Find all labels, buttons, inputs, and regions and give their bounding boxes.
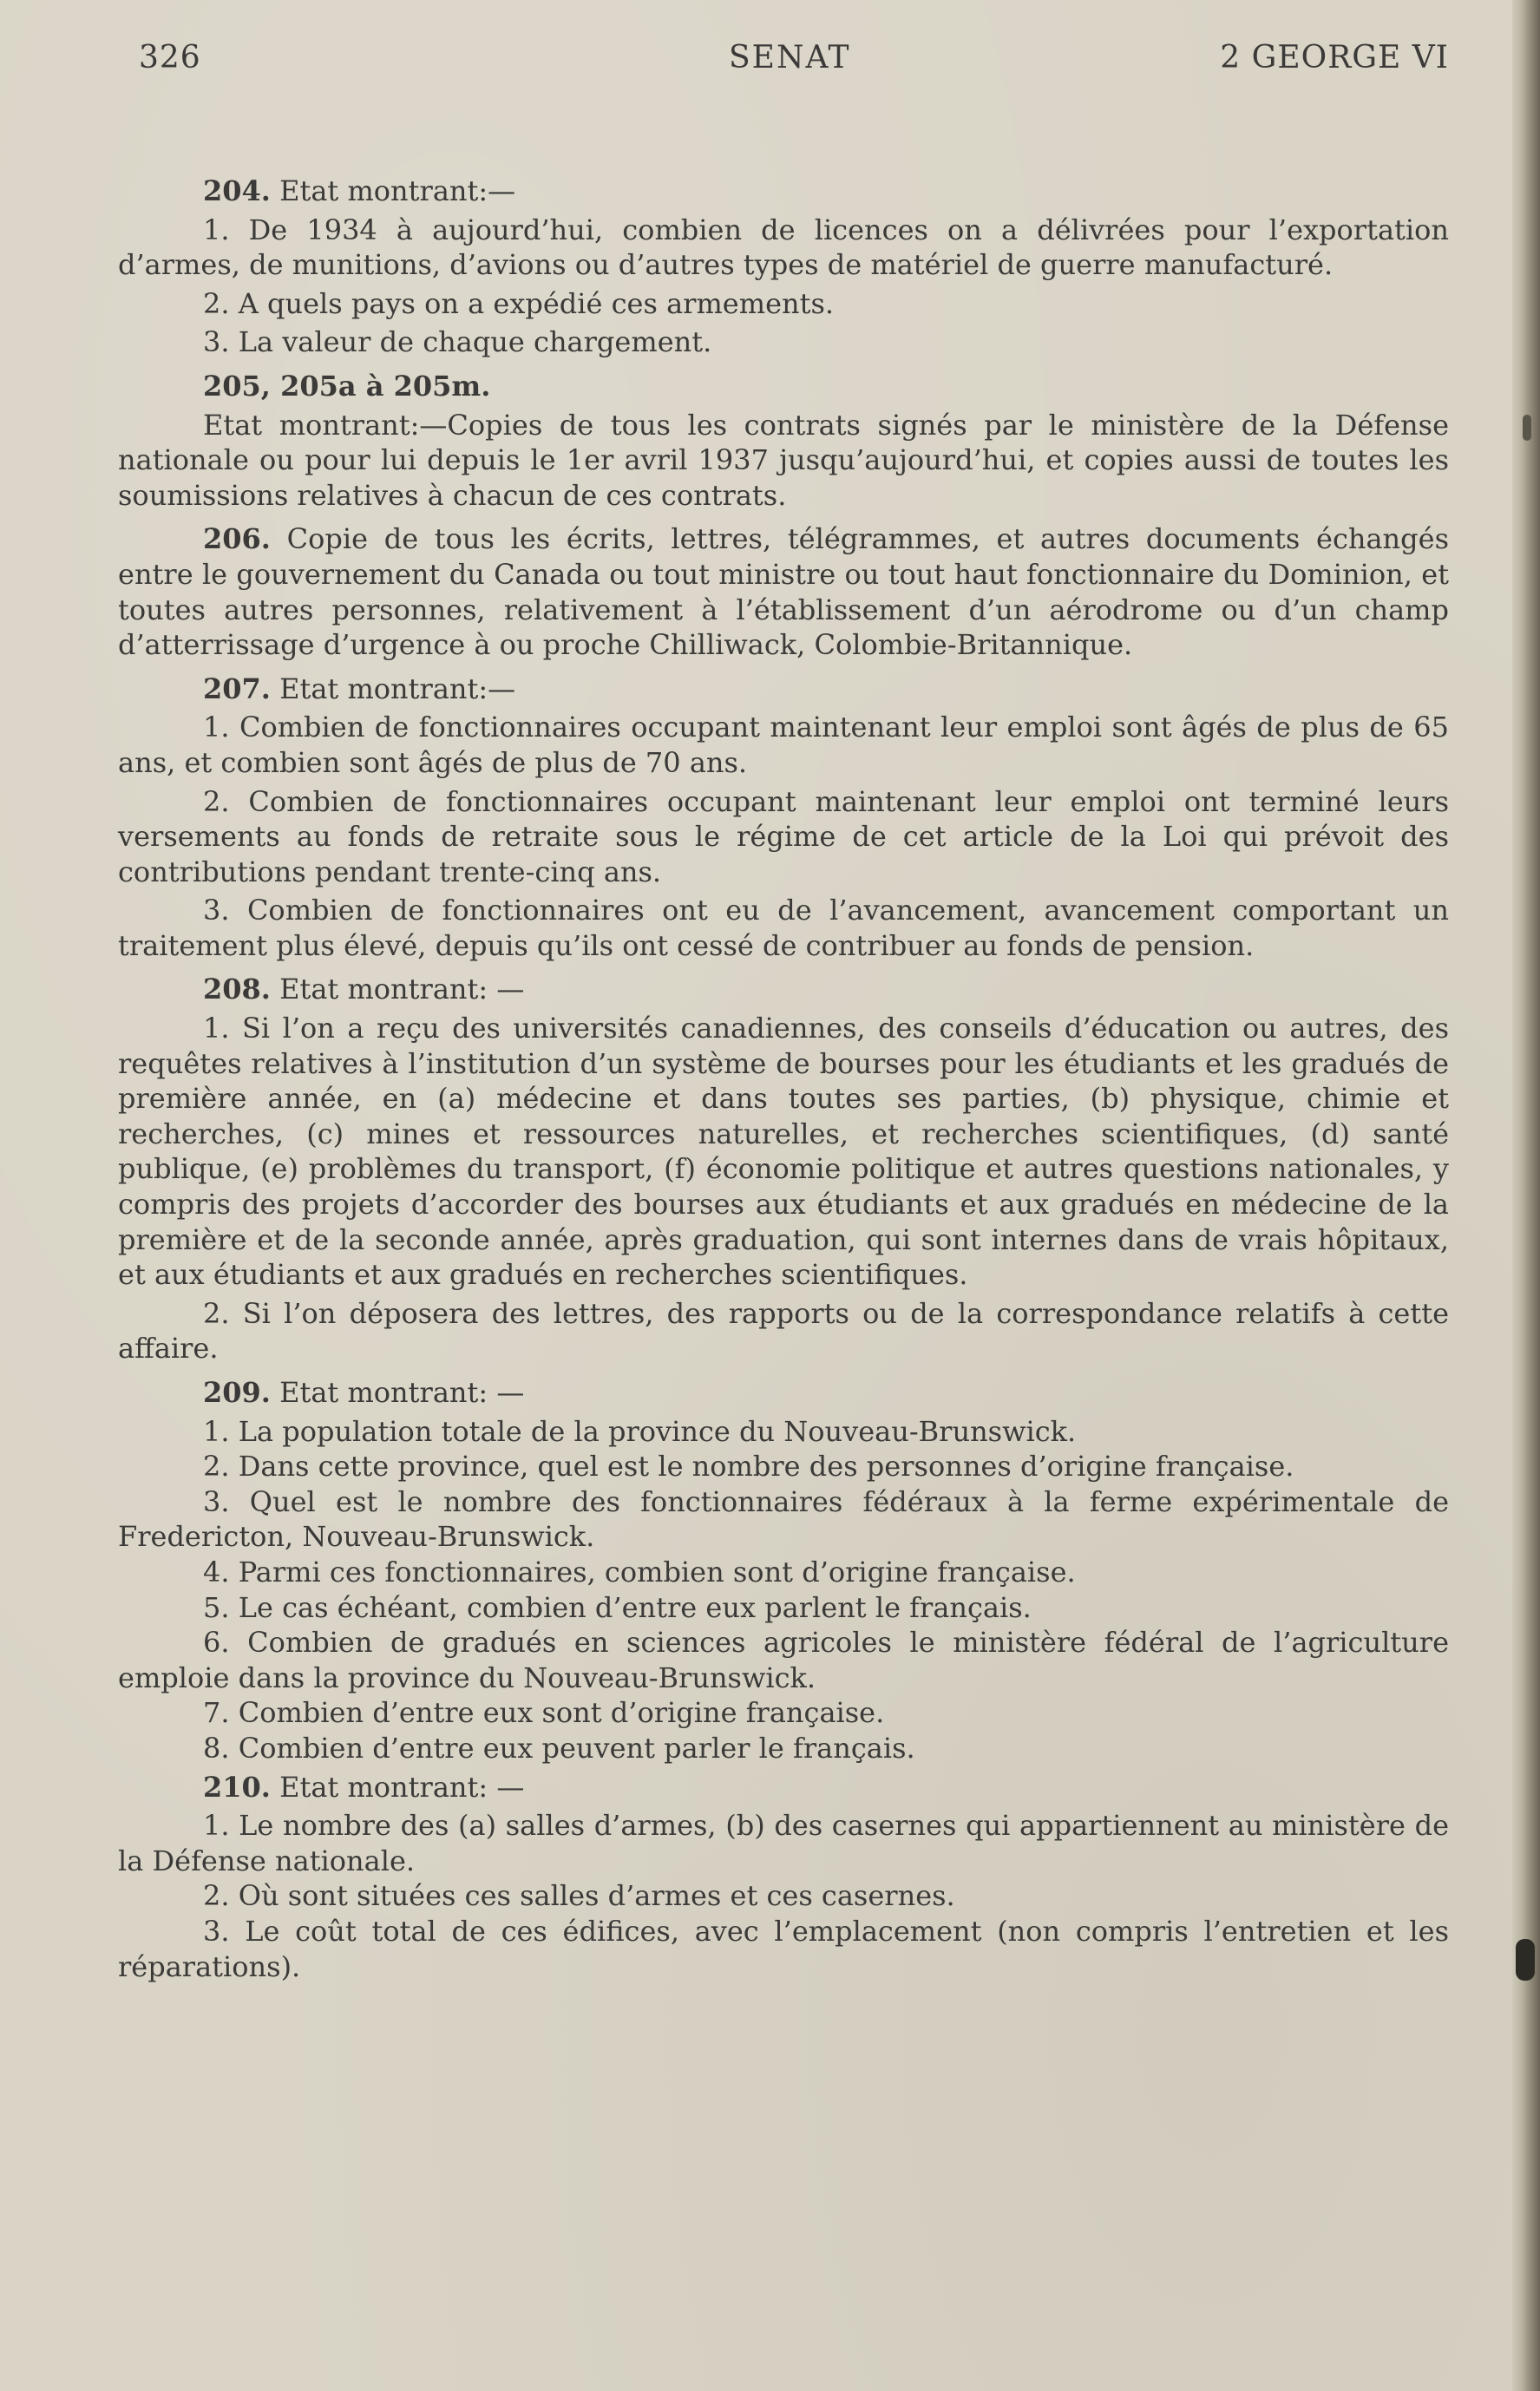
header-title: SENAT (729, 40, 851, 75)
item-204-question-1: 1. De 1934 à aujourd’hui, combien de licences on a délivrées pour l’exportation d’armes, de munitions, d’avions ou d’autres types de matériel de guerre manufacturé. (118, 213, 1449, 282)
item-207-heading (118, 671, 1449, 707)
item-209-question-8: 8. Combien d’entre eux peuvent parler le français. (203, 1731, 915, 1765)
item-204-heading (118, 174, 1449, 209)
header-session: 2 GEORGE VI (1220, 40, 1449, 75)
item-number: 204. (203, 174, 271, 207)
item-204-question-2: 2. A quels pays on a expédié ces armements. (203, 286, 835, 320)
item-209-question-2: 2. Dans cette province, quel est le nombre des personnes d’origine française. (203, 1450, 1294, 1484)
page-number: 326 (139, 40, 201, 75)
item-209-question-5: 5. Le cas échéant, combien d’entre eux parlent le français. (203, 1590, 1032, 1624)
item-210-question-2: 2. Où sont situées ces salles d’armes et ces casernes. (203, 1879, 955, 1913)
item-intro: Etat montrant:— (279, 174, 516, 207)
page-body (118, 174, 1449, 1984)
item-209-question-7: 7. Combien d’entre eux sont d’origine française. (203, 1696, 885, 1730)
running-header (118, 35, 1449, 88)
item-208-heading (118, 972, 1449, 1007)
item-210-question-1: 1. Le nombre des (a) salles d’armes, (b) des casernes qui appartiennent au ministère de la Défense nationale. (118, 1809, 1449, 1877)
item-207-question-2: 2. Combien de fonctionnaires occupant maintenant leur emploi ont terminé leurs versements au fonds de retraite sous le régime de cet article de la Loi qui prévoit des contributions pendant trente-cinq ans. (118, 784, 1449, 888)
binding-notch (1523, 415, 1531, 441)
item-number: 208. (203, 973, 271, 1006)
item-207-question-3: 3. Combien de fonctionnaires ont eu de l’avancement, avancement comportant un traitement plus élevé, depuis qu’ils ont cessé de contribuer au fonds de pension. (118, 894, 1449, 962)
item-number: 206. (203, 522, 271, 556)
item-210-heading (118, 1770, 1449, 1805)
item-210-question-3: 3. Le coût total de ces édifices, avec l’emplacement (non compris l’entretien et les réparations). (118, 1914, 1449, 1983)
item-209-question-6: 6. Combien de gradués en sciences agricoles le ministère fédéral de l’agriculture emploie dans la province du Nouveau-Brunswick. (118, 1626, 1449, 1694)
book-binding-edge (1512, 0, 1540, 2391)
item-209-question-1: 1. La population totale de la province du Nouveau-Brunswick. (203, 1414, 1077, 1448)
binding-tab (1516, 1939, 1535, 1981)
item-intro: Etat montrant: — (279, 1376, 525, 1409)
item-number: 207. (203, 671, 271, 705)
item-205-heading (118, 369, 1449, 404)
item-209-question-4: 4. Parmi ces fonctionnaires, combien sont d’origine française. (203, 1555, 1076, 1589)
item-207-question-1: 1. Combien de fonctionnaires occupant maintenant leur emploi sont âgés de plus de 65 ans, et combien sont âgés de plus de 70 ans. (118, 711, 1449, 779)
item-208-question-2: 2. Si l’on déposera des lettres, des rapports ou de la correspondance relatifs à cette affaire. (118, 1296, 1449, 1366)
item-208-question-1: 1. Si l’on a reçu des universités canadiennes, des conseils d’éducation ou autres, des requêtes relatives à l’institution d’un système de bourses pour les étudiants et les gradués de première année, en (a) médecine et dans toutes ses parties, (b) physique, chimie et recherches, (c) mines et ressources naturelles, et recherches scientifiques, (d) santé publique, (e) problèmes du transport, (f) économie politique et autres questions nationales, y compris des projets d’accorder des bourses aux étudiants et aux gradués en médecine de la première et de la seconde année, après graduation, qui sont internes dans de vrais hôpitaux, et aux étudiants et aux gradués en recherches scientifiques. (118, 1012, 1449, 1292)
item-206 (118, 521, 1449, 662)
item-205-text: Etat montrant:—Copies de tous les contrats signés par le ministère de la Défense nationale ou pour lui depuis le 1er avril 1937 jusqu’aujourd’hui, et copies aussi de toutes les soumissions relatives à chacun de ces contrats. (118, 408, 1449, 512)
page-content (118, 35, 1449, 2290)
item-intro: Etat montrant: — (279, 1770, 525, 1804)
item-209-heading (118, 1375, 1449, 1411)
item-number: 205, 205a à 205m. (203, 369, 491, 403)
item-number: 210. (203, 1770, 271, 1804)
item-intro: Etat montrant:— (279, 671, 516, 705)
item-209-question-3: 3. Quel est le nombre des fonctionnaires fédéraux à la ferme expérimentale de Fredericton, Nouveau-Brunswick. (118, 1484, 1449, 1554)
item-204-question-3: 3. La valeur de chaque chargement. (203, 325, 712, 359)
item-number: 209. (203, 1376, 271, 1409)
item-intro: Etat montrant: — (279, 973, 525, 1006)
item-text: Copie de tous les écrits, lettres, télégrammes, et autres documents échangés entre le gouvernement du Canada ou tout ministre ou tout haut fonctionnaire du Dominion, et toutes autres personnes, relativement à l’établissement d’un aérodrome ou d’un champ d’atterrissage d’urgence à ou proche Chilliwack, Colombie-Britannique. (118, 522, 1450, 662)
